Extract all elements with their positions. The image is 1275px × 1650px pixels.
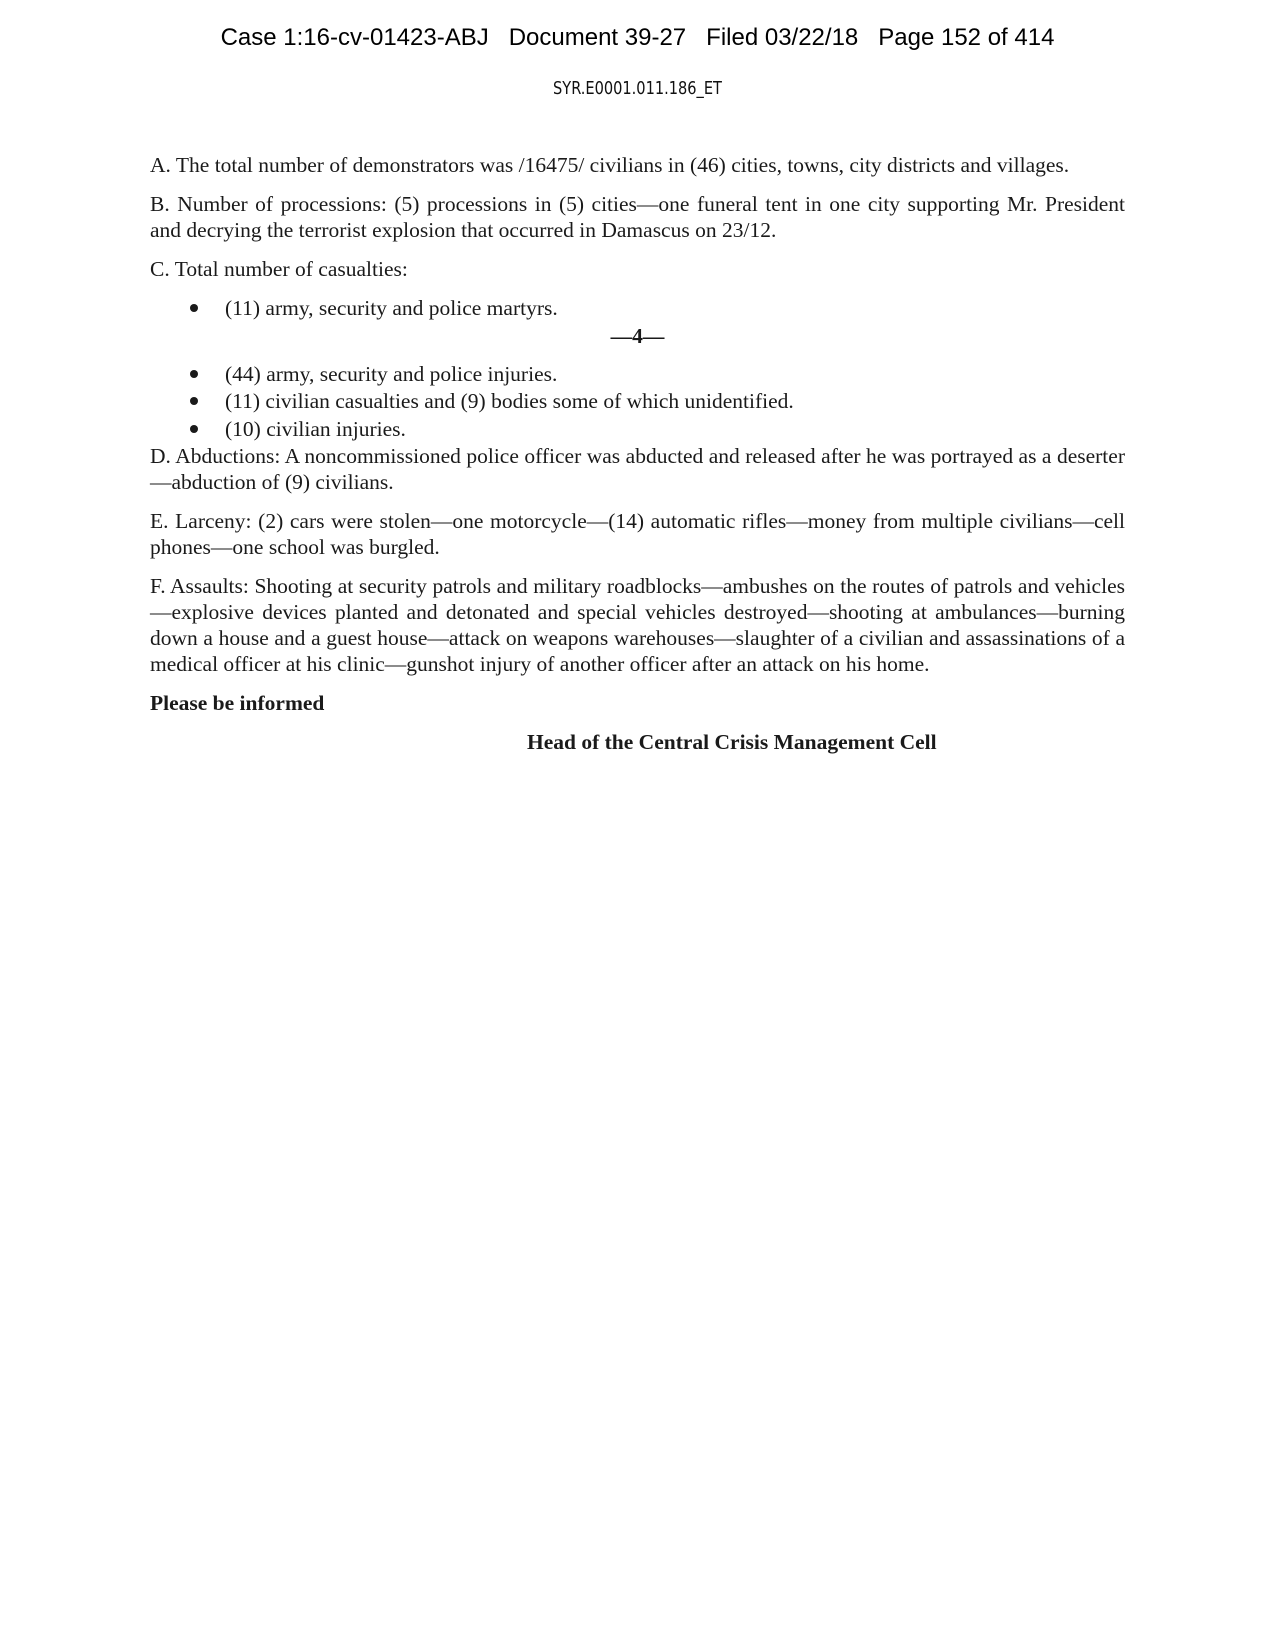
list-item-text: (11) civilian casualties and (9) bodies some of which unidentified. [225, 389, 794, 413]
list-item [150, 416, 1125, 444]
document-body [150, 152, 1125, 755]
list-item [150, 295, 1125, 323]
paragraph-c-casualties: C. Total number of casualties: [150, 257, 408, 281]
filed-date: Filed 03/22/18 [706, 24, 859, 51]
casualties-list-part2 [150, 361, 1125, 444]
paragraph-f-assaults: F. Assaults: Shooting at security patrols and military roadblocks—ambushes on the routes of patrols and vehicles—explosive devices planted and detonated and special vehicles destroyed—shooting at ambulances—burning down a house and a guest house—attack on weapons warehouses—slaughter of a civilian and assassinations of a medical officer at his clinic—gunshot injury of another officer after an attack on his home. [150, 574, 1125, 676]
page-marker: —4— [610, 323, 665, 348]
bullet-icon [190, 425, 198, 433]
list-item-text: (44) army, security and police injuries. [225, 361, 558, 386]
paragraph-e-larceny: E. Larceny: (2) cars were stolen—one motorcycle—(14) automatic rifles—money from multiple civilians—cell phones—one school was burgled. [150, 509, 1125, 559]
paragraph-b-processions: B. Number of processions: (5) processions in (5) cities—one funeral tent in one city supporting Mr. President and decrying the terrorist explosion that occurred in Damascus on 23/12. [150, 192, 1125, 242]
signature-title: Head of the Central Crisis Management Cell [527, 730, 937, 754]
case-number: Case 1:16-cv-01423-ABJ [220, 24, 489, 51]
bates-number: SYR.E0001.011.186_ET [553, 78, 722, 99]
list-item [150, 388, 1125, 416]
document-number: Document 39-27 [508, 24, 687, 51]
paragraph-a-demonstrators: A. The total number of demonstrators was /16475/ civilians in (46) cities, towns, city districts and villages. [150, 153, 1070, 177]
list-item-text: (11) army, security and police martyrs. [225, 296, 558, 320]
closing-line: Please be informed [150, 691, 325, 715]
list-item-text: (10) civilian injuries. [225, 416, 406, 441]
case-header [0, 24, 1275, 52]
casualties-list-part1 [150, 295, 1125, 323]
list-item [150, 361, 1125, 389]
page-number: Page 152 of 414 [878, 24, 1055, 51]
bullet-icon [190, 304, 198, 312]
bullet-icon [190, 397, 198, 405]
bullet-icon [190, 370, 198, 378]
paragraph-d-abductions: D. Abductions: A noncommissioned police officer was abducted and released after he was portrayed as a deserter—abduction of (9) civilians. [150, 444, 1125, 494]
